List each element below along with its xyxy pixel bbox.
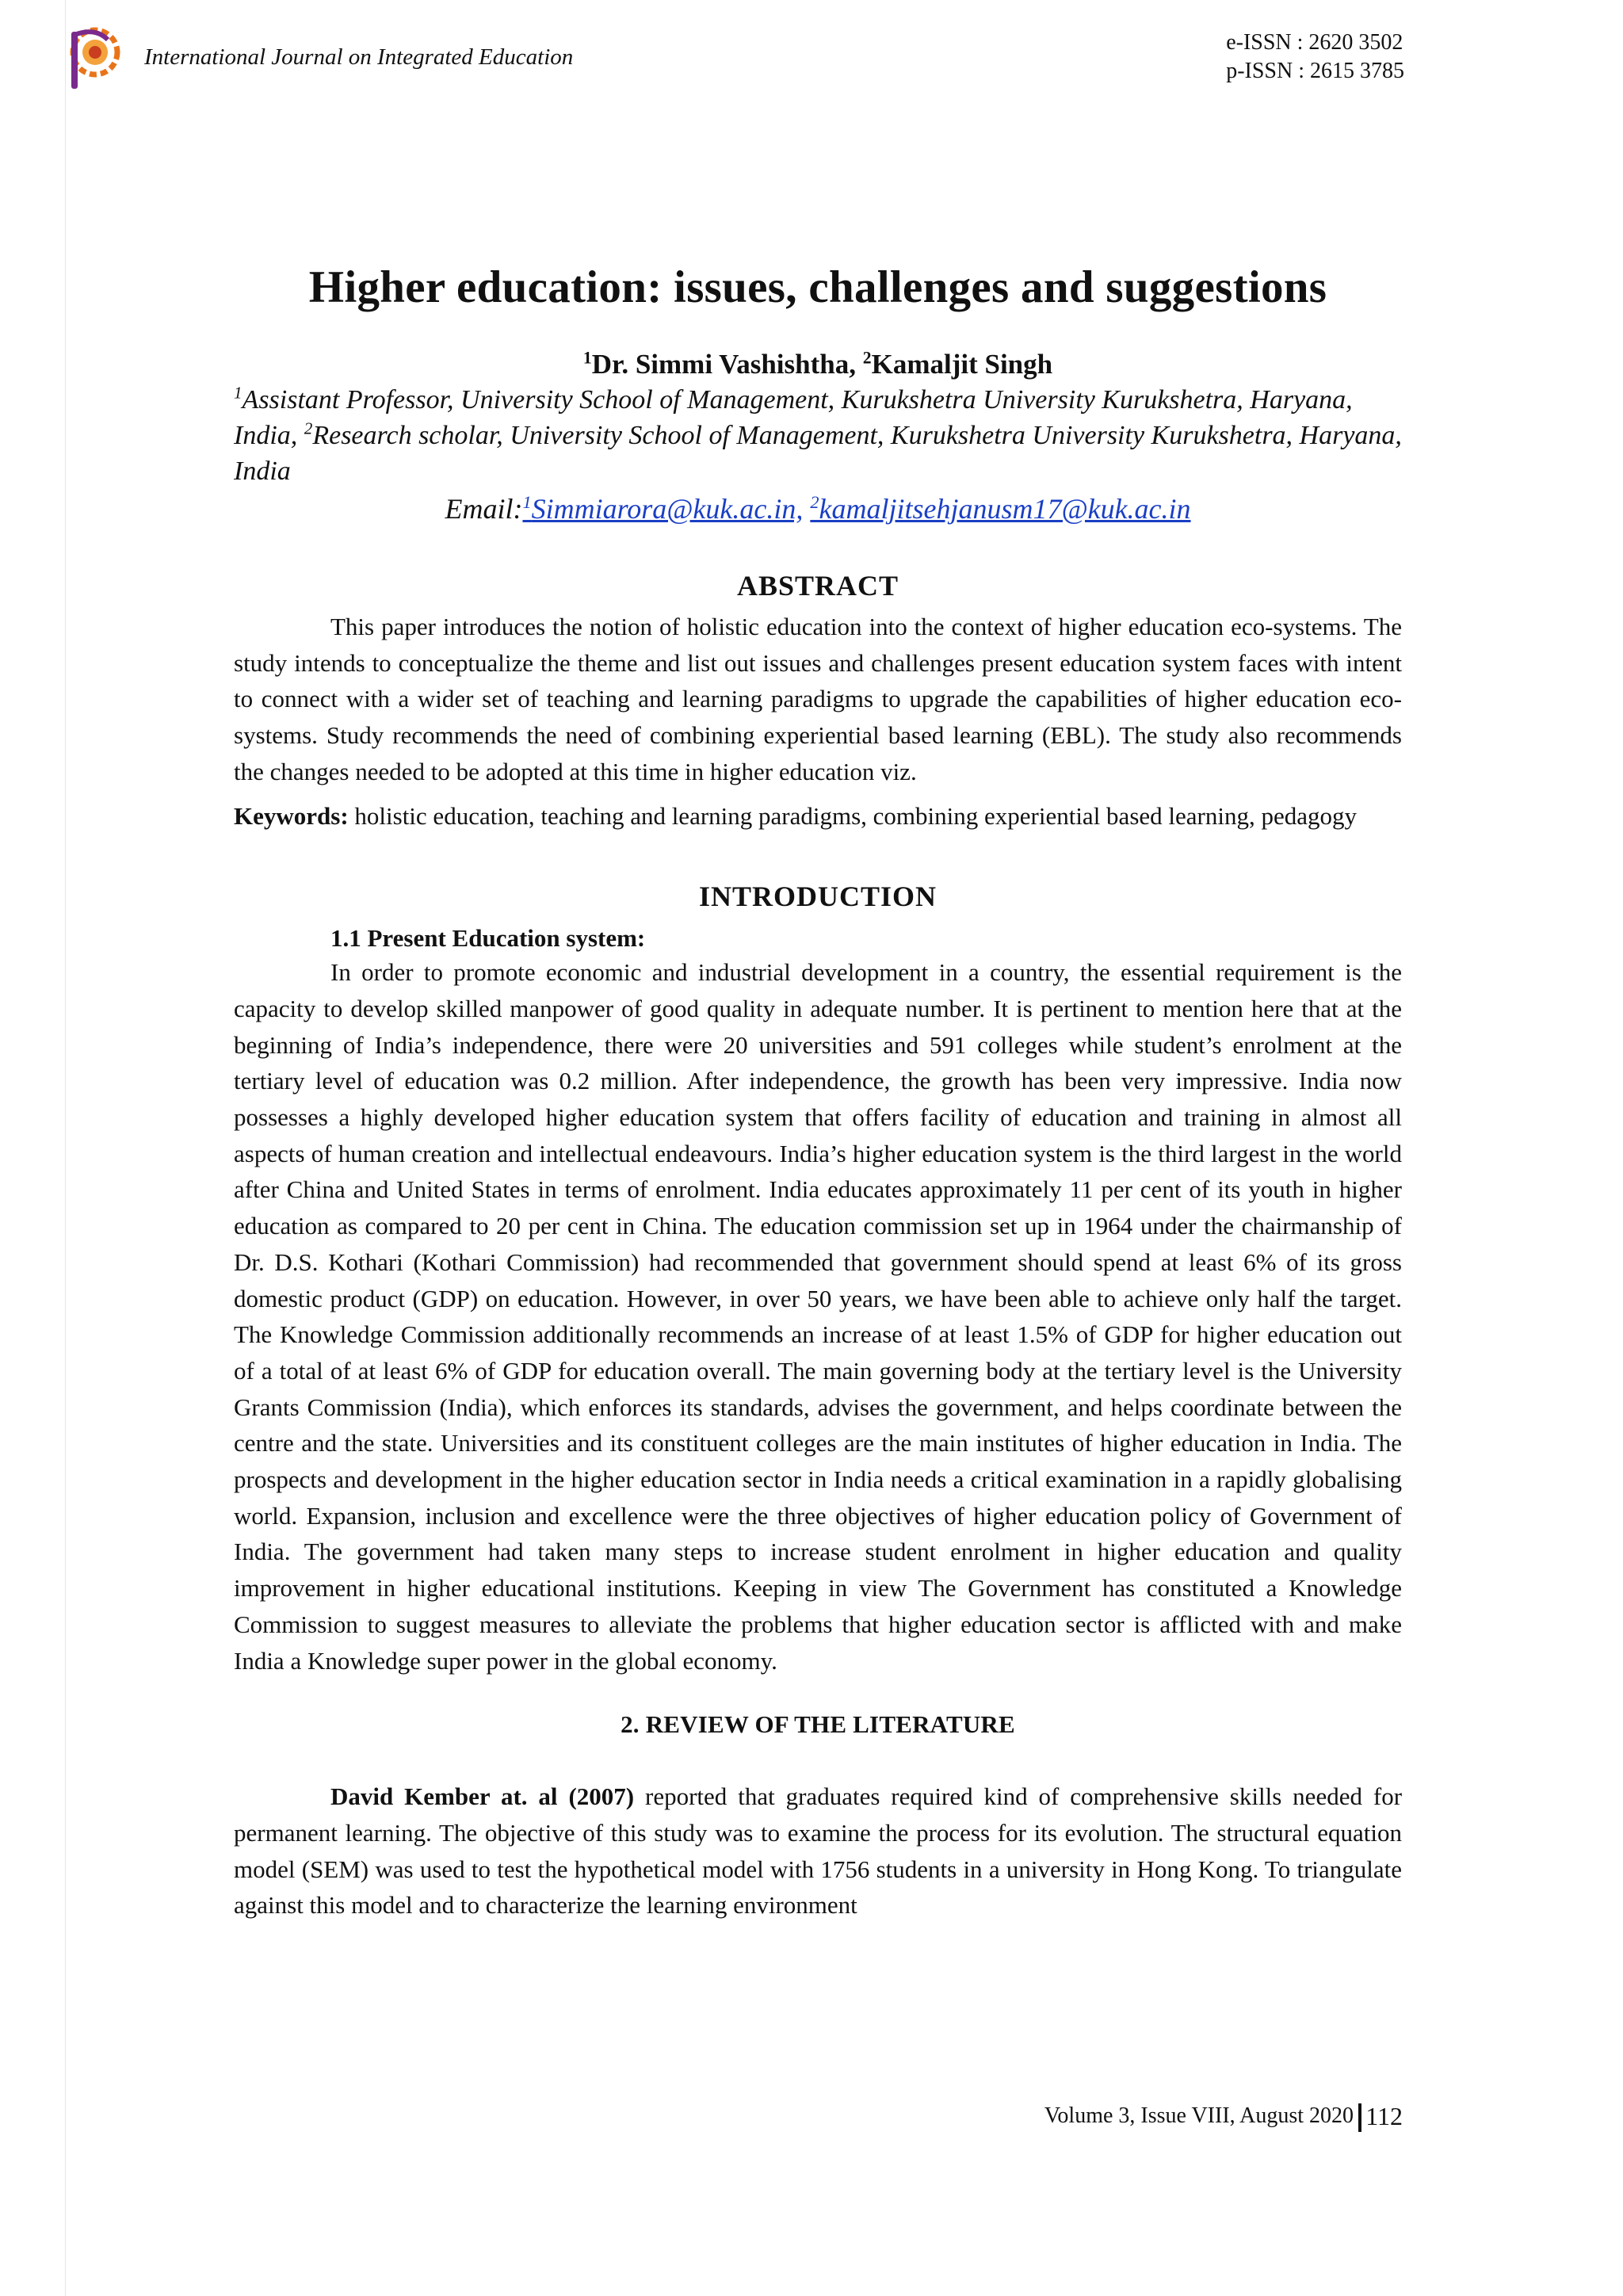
literature-lead: David Kember at. al (2007) — [330, 1782, 635, 1811]
affil-sup1: 1 — [234, 383, 242, 403]
author2-sup: 2 — [862, 348, 872, 368]
email-addr1: Simmiarora@kuk.ac.in, — [531, 493, 804, 525]
affiliation — [234, 382, 1402, 489]
paper-title: Higher education: issues, challenges and suggestions — [308, 262, 1327, 312]
email-addr2: kamaljitsehjanusm17@kuk.ac.in — [819, 493, 1191, 525]
abstract-heading: ABSTRACT — [736, 570, 899, 602]
email-line — [234, 491, 1402, 527]
keywords-text: holistic education, teaching and learning paradigms, combining experiential based learning, pedagogy — [354, 801, 1357, 830]
author1-sup: 1 — [582, 348, 592, 368]
volume-info: Volume 3, Issue VIII, August 2020 — [1044, 2103, 1354, 2128]
literature-body: reported that graduates required kind of comprehensive skills needed for permanent learning. The objective of this study was to examine the process for its evolution. The structural equation model (SEM) was used to test the hypothetical model with 1756 students in a university in Hong Kong. To triangulate against this model and to characterize the learning environment — [234, 1782, 1403, 1920]
affil-sup2: 2 — [304, 418, 313, 438]
page-header — [65, 22, 1404, 94]
affil-part2: Research scholar, University School of Management, Kurukshetra University Kurukshetra, Haryana, India — [234, 421, 1402, 486]
issn-block — [1226, 29, 1404, 86]
page-edge-line — [65, 0, 66, 2296]
article-content — [234, 262, 1402, 1924]
email-link-1[interactable] — [522, 493, 803, 525]
abstract-text: This paper introduces the notion of holistic education into the context of higher education eco-systems. The study intends to conceptualize the theme and list out issues and challenges present education system faces with intent to connect with a wider set of teaching and learning paradigms to upgrade the capabilities of higher education eco-systems. Study recommends the need of combining experiential based learning (EBL). The study also recommends the changes needed to be adopted at this time in higher education viz. — [234, 613, 1402, 785]
author-line — [234, 347, 1402, 382]
author2-name: Kamaljit Singh — [871, 349, 1053, 380]
author1-name: Dr. Simmi Vashishtha, — [591, 349, 856, 380]
journal-logo-icon — [67, 24, 122, 90]
affil-part1: Assistant Professor, University School of Management, Kurukshetra University Kurukshetra, Haryana, India, — [234, 385, 1353, 450]
keywords-label: Keywords: — [234, 801, 349, 830]
email-sup2: 2 — [810, 492, 819, 512]
introduction-heading: INTRODUCTION — [698, 881, 938, 913]
literature-text — [234, 1778, 1402, 1924]
footer-divider — [1358, 2103, 1361, 2132]
email-sup1: 1 — [522, 492, 532, 512]
email-link-2[interactable] — [810, 493, 1190, 525]
subsection-heading: 1.1 Present Education system: — [330, 924, 646, 953]
eissn: e-ISSN : 2620 3502 — [1226, 30, 1403, 55]
keywords — [234, 798, 1402, 835]
literature-heading: 2. REVIEW OF THE LITERATURE — [621, 1710, 1015, 1739]
introduction-text: In order to promote economic and industrial development in a country, the essential requirement is the capacity to develop skilled manpower of good quality in adequate number. It is pertinent to mention here that at the beginning of India’s independence, there were 20 universities and 591 colleges while student’s enrolment at the tertiary level of education was 0.2 million. After independence, the growth has been very impressive. India now possesses a highly developed higher education system that offers facility of education and training in almost all aspects of human creation and intellectual endeavours. India’s higher education system is the third largest in the world after China and United States in terms of enrolment. India educates approximately 11 per cent of its youth in higher education as compared to 20 per cent in China. The education commission set up in 1964 under the chairmanship of Dr. D.S. Kothari (Kothari Commission) had recommended that government should spend at least 6% of its gross domestic product (GDP) on education. However, in over 50 years, we have been able to achieve only half the target. The Knowledge Commission additionally recommends an increase of at least 1.5% of GDP for higher education out of a total of at least 6% of GDP for education overall. The main governing body at the tertiary level is the University Grants Commission (India), which enforces its standards, advises the government, and helps coordinate between the centre and the state. Universities and its constituent colleges are the main institutes of higher education in India. The prospects and development in the higher education sector in India needs a critical examination in a rapidly globalising world. Expansion, inclusion and excellence were the three objectives of higher education policy of Government of India. The government had taken many steps to increase student enrolment in higher education and quality improvement in higher educational institutions. Keeping in view The Government has constituted a Knowledge Commission to suggest measures to alleviate the problems that higher education sector is afflicted with and make India a Knowledge super power in the global economy. — [234, 958, 1402, 1675]
email-label: Email: — [445, 493, 523, 525]
page-number: 112 — [1365, 2102, 1403, 2130]
page-footer — [1030, 2100, 1403, 2135]
pissn: p-ISSN : 2615 3785 — [1226, 59, 1404, 83]
journal-name: International Journal on Integrated Education — [144, 44, 574, 70]
